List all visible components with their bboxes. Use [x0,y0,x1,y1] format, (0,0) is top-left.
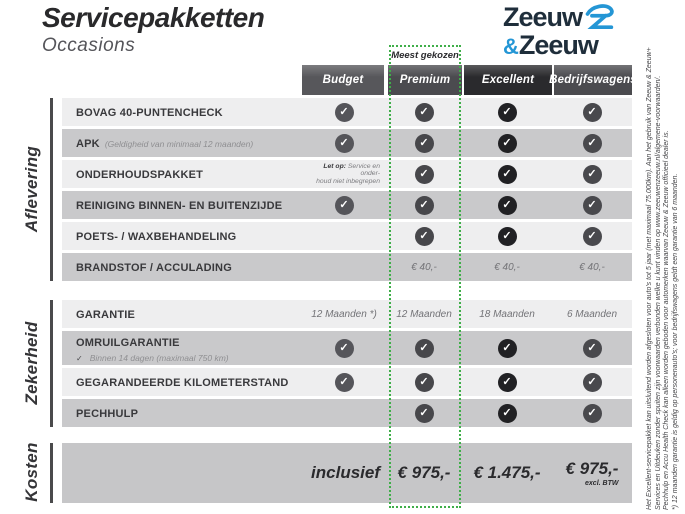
page-subtitle: Occasions [42,35,136,56]
check-cell [462,331,552,365]
row-label-cell [62,196,302,214]
check-icon: ✓ [583,339,602,358]
row-label: ONDERHOUDSPAKKET [76,169,204,181]
row-sublabel: (Geldigheid van minimaal 12 maanden) [104,139,254,149]
section-bar-aflevering [50,98,53,281]
check-cell [552,98,632,126]
check-icon: ✓ [335,103,354,122]
check-cell [462,191,552,219]
disclaimer-line: Pechhulp en Accu Health Check kan alleen worden geboden voor automerken waarvan Zeeuw & Zeeuw officieel dealer is. [663,130,671,510]
title-block [42,2,264,57]
row-label-cell [62,258,302,276]
check-cell [462,160,552,188]
table-row [62,129,632,157]
price-wrap [566,459,619,487]
column-header-bedrijfswagens [549,65,637,95]
check-icon: ✓ [335,134,354,153]
check-icon: ✓ [498,103,517,122]
check-icon: ✓ [415,373,434,392]
check-cell [386,191,462,219]
column-header-label: Premium [399,74,451,86]
row-label-cell [62,333,302,363]
table-body [62,98,632,503]
most-chosen-badge: Meest gekozen [391,47,459,64]
check-icon: ✓ [498,227,517,246]
cell-value: € 40,- [411,261,437,273]
table-row [62,443,632,503]
price-value: € 975,- [565,459,619,478]
check-icon: ✓ [583,227,602,246]
logo-line2 [503,32,614,59]
check-icon: ✓ [335,373,354,392]
price-wrap [398,463,451,483]
check-cell [462,129,552,157]
column-header-label: Budget [322,74,364,86]
logo-word-zeeuw: Zeeuw [503,2,583,32]
table-row [62,300,632,328]
cell-value: 12 Maanden [396,308,452,320]
check-icon: ✓ [498,339,517,358]
table-row [62,222,632,250]
check-icon: ✓ [335,196,354,215]
table-row [62,331,632,365]
row-label: GEGARANDEERDE KILOMETERSTAND [76,377,289,389]
logo-ampersand: & [503,34,518,59]
check-cell [552,368,632,396]
row-label: REINIGING BINNEN- EN BUITENZIJDE [76,200,283,212]
value-cell [552,300,632,328]
value-cell [302,300,386,328]
check-icon: ✓ [415,103,434,122]
price-cell [552,443,632,503]
section-gap [62,281,632,297]
row-label-cell [62,103,302,121]
check-cell [386,331,462,365]
row-label: BRANDSTOF / ACCULADING [76,262,232,274]
value-cell [462,253,552,281]
row-label-cell [62,134,302,152]
row-label-cell [62,227,302,245]
check-cell [302,331,386,365]
row-label-cell [62,404,302,422]
column-header-excellent [464,65,552,95]
check-icon: ✓ [415,165,434,184]
check-icon: ✓ [415,227,434,246]
check-icon: ✓ [415,196,434,215]
note-cell [302,160,386,188]
disclaimer-line: *) 12 maanden garantie is geldig op personenauto's; voor bedrijfswagens geldt een garantie van 6 maanden. [671,173,679,510]
column-header-budget [302,65,384,95]
table-row [62,191,632,219]
row-label-cell [62,165,302,183]
logo-z-swoosh-icon [584,4,614,31]
check-cell [552,399,632,427]
check-icon: ✓ [583,134,602,153]
value-cell [552,253,632,281]
check-icon: ✓ [415,404,434,423]
empty-cell [302,399,386,427]
check-cell [386,160,462,188]
check-icon: ✓ [583,404,602,423]
row-label-cell [62,305,302,323]
table-row [62,253,632,281]
cell-value: 6 Maanden [566,308,618,320]
section-bar-zekerheid [50,300,53,427]
check-cell [386,98,462,126]
check-icon: ✓ [498,165,517,184]
check-cell [552,222,632,250]
column-header-label: Bedrijfswagens [549,74,637,86]
row-label: BOVAG 40-PUNTENCHECK [76,107,223,119]
table-row [62,399,632,427]
column-header-row [302,65,637,95]
check-cell [386,129,462,157]
check-cell [386,399,462,427]
check-cell [302,368,386,396]
price-value: € 1.475,- [473,463,541,482]
check-icon: ✓ [583,103,602,122]
table-row [62,368,632,396]
inclusief-cell [302,443,386,503]
check-icon: ✓ [583,165,602,184]
cell-value: € 40,- [494,261,520,273]
check-icon: ✓ [415,134,434,153]
section-label-zekerheid: Zekerheid [22,321,41,405]
section-bar-kosten [50,443,53,503]
disclaimer-text [646,4,680,510]
row-sublabel: ✓ Binnen 14 dagen (maximaal 750 km) [76,353,229,363]
check-cell [552,191,632,219]
zeeuw-en-zeeuw-logo [503,4,614,59]
check-cell [462,98,552,126]
comparison-table [62,65,637,503]
row-label: PECHHULP [76,408,139,420]
column-header-premium [388,65,462,95]
row-label-cell [62,373,302,391]
check-cell [462,368,552,396]
logo-line1 [503,4,614,31]
row-label: GARANTIE [76,309,136,321]
check-icon: ✓ [498,196,517,215]
section-label-kosten: Kosten [22,442,41,502]
cell-value: 12 Maanden *) [311,308,377,320]
price-cell [386,443,462,503]
small-check-icon: ✓ [76,354,83,363]
check-icon: ✓ [498,134,517,153]
check-cell [386,368,462,396]
table-row [62,98,632,126]
check-cell [462,399,552,427]
check-cell [552,331,632,365]
check-icon: ✓ [335,339,354,358]
row-label: POETS- / WAXBEHANDELING [76,231,237,243]
logo-word-zeeuw2: Zeeuw [518,30,598,60]
price-value: € 975,- [397,463,451,482]
row-label: OMRUILGARANTIE [76,337,180,349]
page-title: Servicepakketten [42,2,265,33]
check-cell [552,160,632,188]
row-label: APK [76,138,100,150]
section-label-aflevering: Aflevering [22,145,41,233]
disclaimer-line: Het Excellent-servicepakket kan uitsluitend worden afgesloten voor auto's tot 5 jaar (met maximaal 75.000km). Aan het gebruik van Zeeuw & Zeeuw+ [646,47,653,510]
cell-value: € 40,- [579,261,605,273]
price-note: excl. BTW [585,480,619,487]
section-gap [62,427,632,443]
letop-note: Let op: Service en onder- houd niet inbegrepen [316,162,380,185]
table-row [62,160,632,188]
empty-cell [302,253,386,281]
check-cell [302,129,386,157]
disclaimer-line: Services en Uitdeuken zonder spuiten zijn voorwaarden verbonden welke u kunt vinden op www.zeeuwenzeeuw.nl/algemene-voorwaarden/. [654,75,662,510]
check-cell [302,98,386,126]
check-icon: ✓ [583,196,602,215]
price-wrap [473,463,540,483]
value-cell [386,300,462,328]
value-cell [462,300,552,328]
check-icon: ✓ [583,373,602,392]
check-cell [462,222,552,250]
inclusief-value: inclusief [311,463,380,482]
check-icon: ✓ [498,373,517,392]
check-cell [552,129,632,157]
price-cell [462,443,552,503]
check-icon: ✓ [415,339,434,358]
check-icon: ✓ [498,404,517,423]
empty-cell [302,222,386,250]
cell-value: 18 Maanden [479,308,535,320]
value-cell [386,253,462,281]
column-header-label: Excellent [481,74,535,86]
check-cell [386,222,462,250]
check-cell [302,191,386,219]
